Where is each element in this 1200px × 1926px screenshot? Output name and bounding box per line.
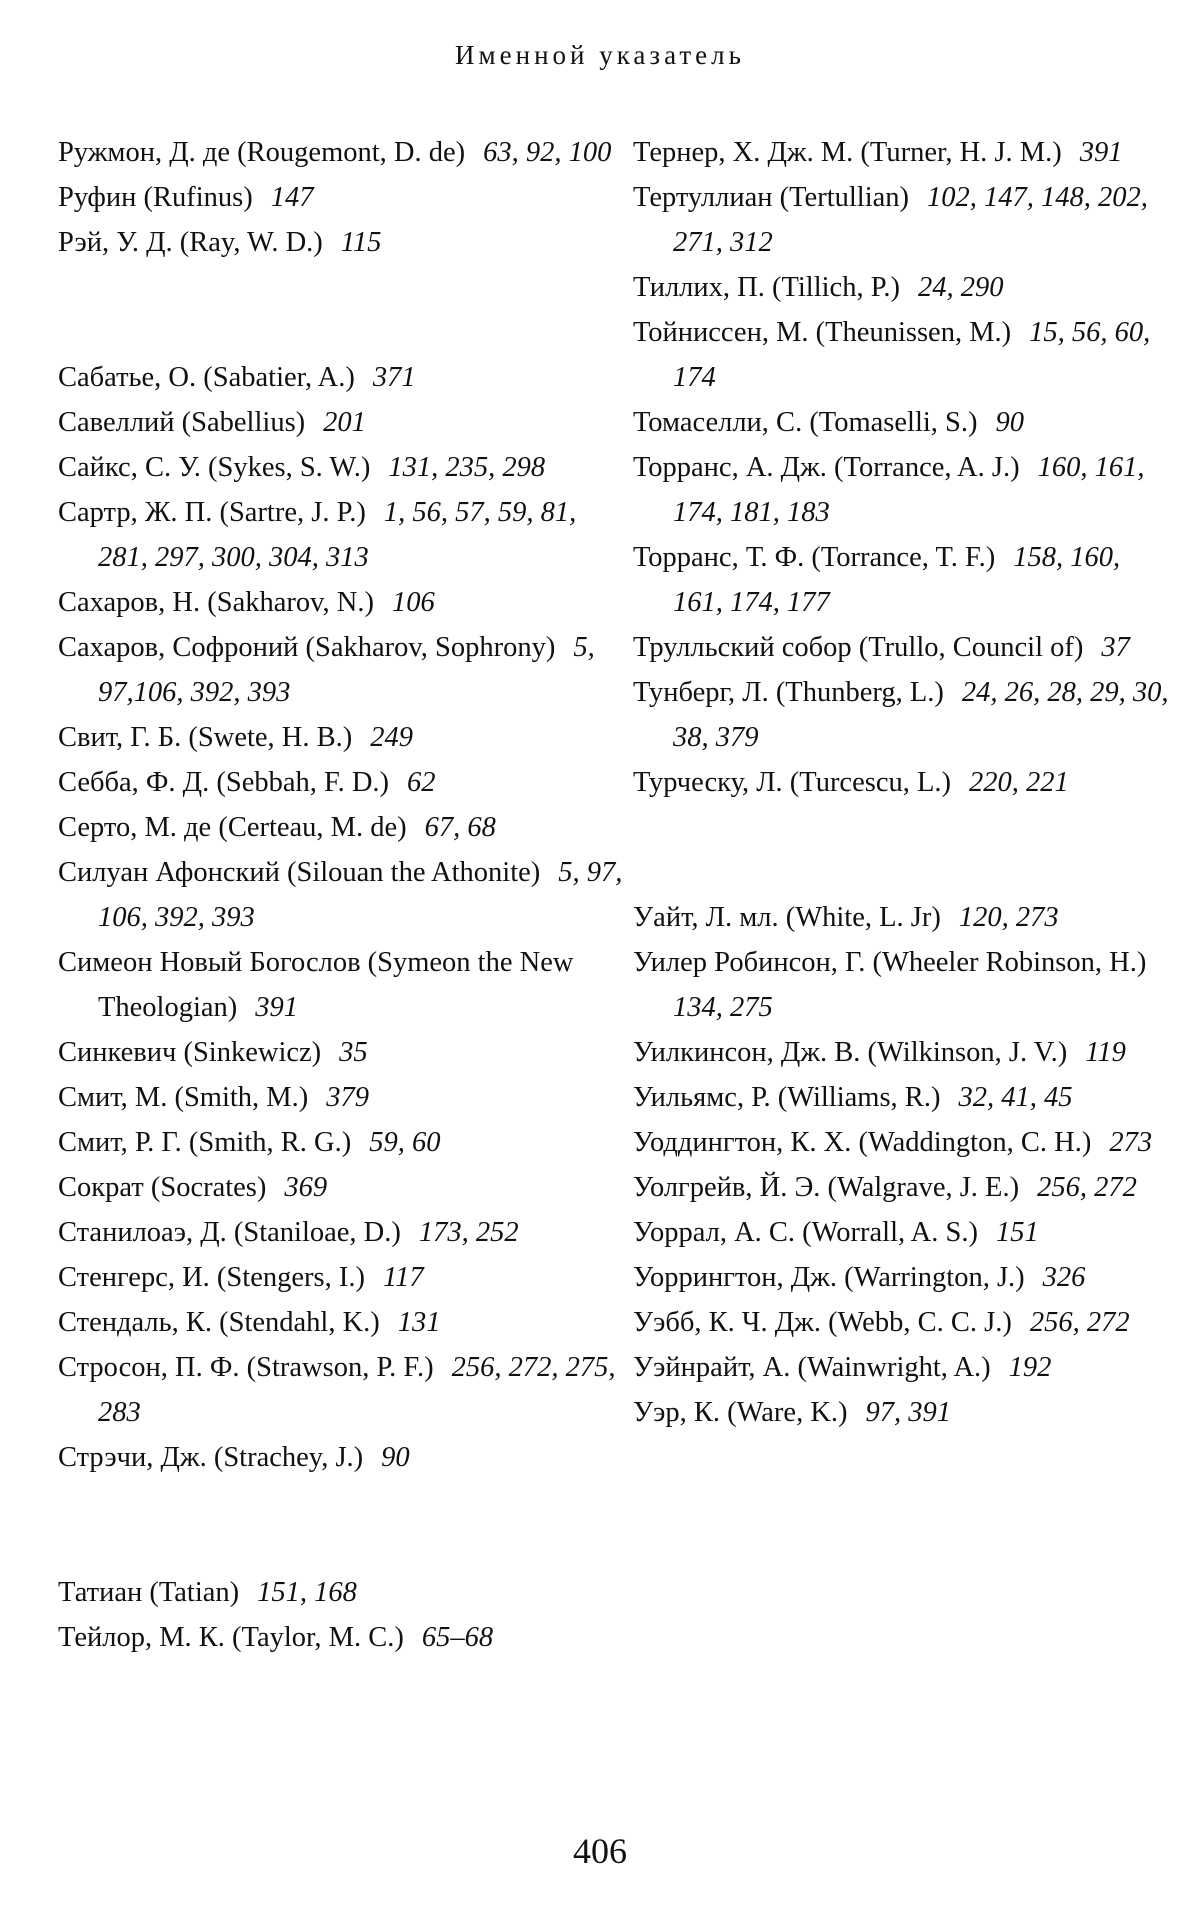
entry-pages: 256, 272, 275, 283 (98, 1352, 616, 1428)
entry-pages: 5, 97,106, 392, 393 (98, 632, 595, 708)
index-entry (633, 1390, 1173, 1435)
index-entry (633, 670, 1173, 760)
entry-pages: 273 (1109, 1127, 1153, 1158)
index-entry (58, 220, 623, 265)
entry-name: Свит, Г. Б. (Swete, H. B.) (58, 722, 353, 753)
index-entry (633, 175, 1173, 265)
index-entry (633, 1255, 1173, 1300)
entry-pages: 1, 56, 57, 59, 81, 281, 297, 300, 304, 313 (98, 497, 577, 573)
index-column-left (58, 130, 623, 1660)
index-entry (58, 715, 623, 760)
letter-group-gap (633, 805, 1173, 895)
entry-name: Сабатье, О. (Sabatier, A.) (58, 362, 355, 393)
entry-pages: 158, 160, 161, 174, 177 (673, 542, 1121, 618)
entry-pages: 160, 161, 174, 181, 183 (673, 452, 1145, 528)
entry-name: Симеон Новый Богослов (Symeon the New Theologian) (58, 947, 574, 1023)
entry-pages: 115 (340, 227, 382, 258)
index-entry (633, 535, 1173, 625)
index-entry (633, 310, 1173, 400)
entry-pages: 24, 290 (918, 272, 1004, 303)
index-entry (58, 1345, 623, 1435)
entry-pages: 102, 147, 148, 202, 271, 312 (673, 182, 1148, 258)
entry-pages: 192 (1008, 1352, 1052, 1383)
entry-pages: 120, 273 (958, 902, 1059, 933)
entry-name: Руфин (Rufinus) (58, 182, 253, 213)
entry-pages: 63, 92, 100 (483, 137, 612, 168)
entry-pages: 35 (339, 1037, 368, 1068)
entry-name: Станилоаэ, Д. (Staniloae, D.) (58, 1217, 401, 1248)
index-entry (58, 175, 623, 220)
index-entry (58, 625, 623, 715)
entry-name: Уоррингтон, Дж. (Warrington, J.) (633, 1262, 1025, 1293)
entry-name: Уоррал, А. С. (Worrall, A. S.) (633, 1217, 978, 1248)
entry-name: Уильямс, Р. (Williams, R.) (633, 1082, 941, 1113)
entry-pages: 326 (1042, 1262, 1086, 1293)
entry-name: Торранс, А. Дж. (Torrance, A. J.) (633, 452, 1020, 483)
entry-name: Татиан (Tatian) (58, 1577, 240, 1608)
index-entry (58, 805, 623, 850)
entry-name: Ружмон, Д. де (Rougemont, D. de) (58, 137, 466, 168)
index-entry (58, 490, 623, 580)
entry-name: Серто, М. де (Certeau, M. de) (58, 812, 407, 843)
entry-pages: 90 (995, 407, 1025, 438)
index-column-right (633, 130, 1173, 1435)
entry-name: Тойниссен, М. (Theunissen, M.) (633, 317, 1012, 348)
entry-pages: 201 (323, 407, 366, 438)
index-entry (58, 940, 623, 1030)
index-entry (633, 265, 1173, 310)
entry-pages: 151, 168 (257, 1577, 357, 1608)
entry-name: Уэйнрайт, А. (Wainwright, A.) (633, 1352, 991, 1383)
entry-pages: 32, 41, 45 (958, 1082, 1073, 1113)
entry-name: Тиллих, П. (Tillich, P.) (633, 272, 901, 303)
entry-name: Сайкс, С. У. (Sykes, S. W.) (58, 452, 371, 483)
entry-name: Стендаль, К. (Stendahl, K.) (58, 1307, 380, 1338)
index-entry (633, 1120, 1173, 1165)
index-entry (58, 760, 623, 805)
entry-name: Рэй, У. Д. (Ray, W. D.) (58, 227, 323, 258)
page-number: 406 (573, 1831, 627, 1871)
index-entry (58, 1435, 623, 1480)
entry-pages: 220, 221 (969, 767, 1069, 798)
index-entry (58, 445, 623, 490)
entry-pages: 391 (1079, 137, 1123, 168)
entry-name: Стенгерс, И. (Stengers, I.) (58, 1262, 365, 1293)
entry-pages: 371 (372, 362, 416, 393)
entry-pages: 119 (1085, 1037, 1126, 1068)
entry-pages: 379 (326, 1082, 370, 1113)
index-entry (58, 355, 623, 400)
entry-pages: 67, 68 (424, 812, 496, 843)
entry-pages: 117 (382, 1262, 424, 1293)
entry-name: Стрэчи, Дж. (Strachey, J.) (58, 1442, 364, 1473)
entry-name: Смит, Р. Г. (Smith, R. G.) (58, 1127, 352, 1158)
entry-name: Стросон, П. Ф. (Strawson, P. F.) (58, 1352, 434, 1383)
index-entry (633, 445, 1173, 535)
entry-name: Сократ (Socrates) (58, 1172, 267, 1203)
index-entry (633, 1165, 1173, 1210)
entry-pages: 131 (397, 1307, 441, 1338)
entry-pages: 97, 391 (865, 1397, 952, 1428)
entry-name: Уолгрейв, Й. Э. (Walgrave, J. E.) (633, 1172, 1020, 1203)
index-entry (633, 895, 1173, 940)
entry-pages: 5, 97, 106, 392, 393 (98, 857, 623, 933)
entry-pages: 369 (284, 1172, 328, 1203)
entry-name: Сартр, Ж. П. (Sartre, J. P.) (58, 497, 366, 528)
entry-pages: 134, 275 (673, 992, 773, 1023)
index-entry (58, 850, 623, 940)
index-entry (58, 1255, 623, 1300)
entry-name: Уоддингтон, К. Х. (Waddington, C. H.) (633, 1127, 1092, 1158)
entry-pages: 147 (270, 182, 314, 213)
entry-pages: 256, 272 (1037, 1172, 1137, 1203)
entry-name: Тернер, Х. Дж. М. (Turner, H. J. M.) (633, 137, 1062, 168)
entry-name: Трулльский собор (Trullo, Council of) (633, 632, 1084, 663)
entry-name: Сахаров, Н. (Sakharov, N.) (58, 587, 374, 618)
running-head: Именной указатель (455, 40, 745, 70)
index-entry (58, 400, 623, 445)
index-entry (58, 1165, 623, 1210)
index-entry (58, 580, 623, 625)
index-entry (58, 1570, 623, 1615)
entry-pages: 90 (381, 1442, 410, 1473)
index-entry (58, 1300, 623, 1345)
entry-name: Уэбб, К. Ч. Дж. (Webb, C. C. J.) (633, 1307, 1012, 1338)
entry-name: Савеллий (Sabellius) (58, 407, 306, 438)
index-entry (58, 1615, 623, 1660)
index-entry (633, 1300, 1173, 1345)
index-entry (633, 1345, 1173, 1390)
entry-pages: 391 (255, 992, 299, 1023)
index-entry (58, 1030, 623, 1075)
entry-name: Силуан Афонский (Silouan the Athonite) (58, 857, 541, 888)
index-entry (58, 130, 623, 175)
index-entry (633, 1210, 1173, 1255)
index-entry (58, 1210, 623, 1255)
entry-name: Уэр, К. (Ware, K.) (633, 1397, 848, 1428)
entry-name: Уилер Робинсон, Г. (Wheeler Robinson, H.) (633, 947, 1147, 978)
entry-pages: 24, 26, 28, 29, 30, 38, 379 (673, 677, 1169, 753)
index-entry (58, 1075, 623, 1120)
entry-name: Синкевич (Sinkewicz) (58, 1037, 322, 1068)
entry-pages: 151 (995, 1217, 1039, 1248)
index-entry (633, 940, 1173, 1030)
entry-pages: 62 (407, 767, 436, 798)
entry-pages: 106 (391, 587, 435, 618)
index-entry (633, 400, 1173, 445)
entry-pages: 256, 272 (1029, 1307, 1130, 1338)
index-entry (58, 1120, 623, 1165)
index-entry (633, 1075, 1173, 1120)
entry-name: Смит, М. (Smith, M.) (58, 1082, 309, 1113)
entry-name: Турческу, Л. (Turcescu, L.) (633, 767, 951, 798)
entry-name: Тейлор, М. К. (Taylor, M. C.) (58, 1622, 404, 1653)
entry-name: Томаселли, С. (Tomaselli, S.) (633, 407, 978, 438)
entry-pages: 249 (370, 722, 414, 753)
entry-name: Торранс, Т. Ф. (Torrance, T. F.) (633, 542, 996, 573)
entry-name: Тертуллиан (Tertullian) (633, 182, 910, 213)
entry-name: Уилкинсон, Дж. В. (Wilkinson, J. V.) (633, 1037, 1068, 1068)
index-entry (633, 130, 1173, 175)
entry-name: Тунберг, Л. (Thunberg, L.) (633, 677, 944, 708)
entry-pages: 59, 60 (369, 1127, 441, 1158)
index-entry (633, 760, 1173, 805)
entry-pages: 15, 56, 60, 174 (673, 317, 1151, 393)
letter-group-gap (58, 1480, 623, 1570)
index-entry (633, 625, 1173, 670)
entry-name: Уайт, Л. мл. (White, L. Jr) (633, 902, 941, 933)
entry-name: Себба, Ф. Д. (Sebbah, F. D.) (58, 767, 390, 798)
index-entry (633, 1030, 1173, 1075)
entry-pages: 37 (1101, 632, 1130, 663)
entry-pages: 65–68 (421, 1622, 494, 1653)
entry-pages: 131, 235, 298 (388, 452, 546, 483)
letter-group-gap (58, 265, 623, 355)
entry-name: Сахаров, Софроний (Sakharov, Sophrony) (58, 632, 556, 663)
entry-pages: 173, 252 (418, 1217, 519, 1248)
